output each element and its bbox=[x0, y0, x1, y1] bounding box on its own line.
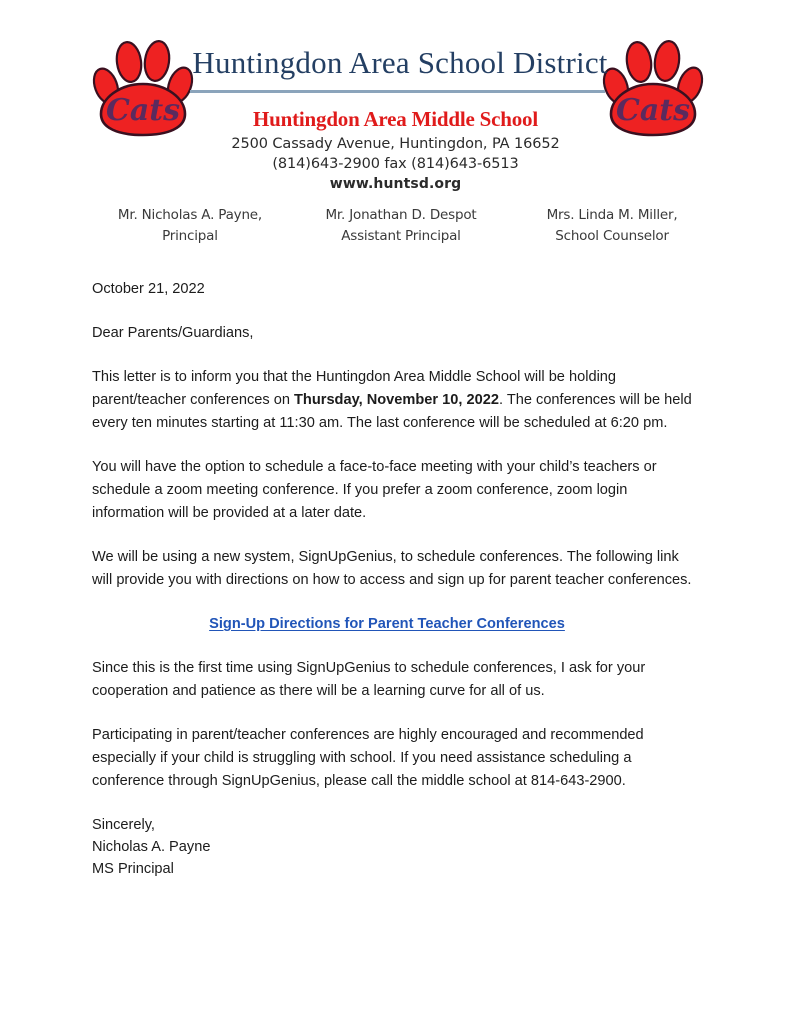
paragraph-signupgenius-intro: We will be using a new system, SignUpGenius, to schedule conferences. The following link will provide you with directions on how to access and sign up for parent teacher conferences. bbox=[92, 549, 692, 588]
administrator-title: School Counselor bbox=[555, 228, 669, 244]
letter-date: October 21, 2022 bbox=[92, 281, 205, 297]
paw-logo-script: Cats bbox=[105, 93, 181, 128]
letter-body bbox=[92, 278, 702, 901]
school-website[interactable]: www.huntsd.org bbox=[329, 176, 462, 192]
paragraph-conference-announcement bbox=[92, 366, 702, 435]
administrator-name: Mrs. Linda M. Miller, bbox=[546, 207, 678, 223]
paragraph-text-tail: . The conferences will be held every ten minutes starting at 11:30 am. The last conference will be scheduled at 6:20 pm. bbox=[92, 392, 692, 431]
letterhead bbox=[0, 0, 791, 195]
district-title: Huntingdon Area School District bbox=[192, 45, 608, 80]
paw-logo-script: Cats bbox=[615, 93, 691, 128]
school-phone-fax: (814)643-2900 fax (814)643-6513 bbox=[272, 156, 519, 172]
paragraph-learning-curve: Since this is the first time using SignUpGenius to schedule conferences, I ask for your cooperation and patience as there will be a learning curve for all of us. bbox=[92, 660, 646, 699]
signup-directions-link-row bbox=[92, 613, 702, 636]
header-divider-rule bbox=[190, 90, 605, 93]
signer-name: Nicholas A. Payne bbox=[92, 839, 211, 855]
administrator-school-counselor bbox=[508, 205, 716, 247]
school-address: 2500 Cassady Avenue, Huntingdon, PA 16652 bbox=[231, 136, 560, 152]
signature-block bbox=[92, 814, 702, 880]
administrator-assistant-principal bbox=[297, 205, 505, 247]
administrator-title: Assistant Principal bbox=[341, 228, 461, 244]
administrator-title: Principal bbox=[162, 228, 218, 244]
paragraph-text-lead: This letter is to inform you that the Huntingdon Area Middle School will be holding parent/teacher conferences on bbox=[92, 369, 617, 408]
signer-title: MS Principal bbox=[92, 861, 174, 877]
school-name: Huntingdon Area Middle School bbox=[253, 107, 538, 131]
letter-salutation: Dear Parents/Guardians, bbox=[92, 325, 254, 341]
administrator-principal bbox=[86, 205, 294, 247]
paragraph-meeting-options: You will have the option to schedule a face-to-face meeting with your child’s teachers or schedule a zoom meeting conference. If you prefer a zoom conference, zoom login information will be provided at a later date. bbox=[92, 459, 657, 521]
administrators-row bbox=[86, 205, 716, 247]
signup-directions-link[interactable]: Sign-Up Directions for Parent Teacher Conferences bbox=[209, 616, 565, 632]
closing-salutation: Sincerely, bbox=[92, 817, 155, 833]
administrator-name: Mr. Jonathan D. Despot bbox=[325, 207, 477, 223]
conference-date-bold: Thursday, November 10, 2022 bbox=[294, 392, 499, 408]
paragraph-participation-encouragement: Participating in parent/teacher conferences are highly encouraged and recommended especially if your child is struggling with school. If you need assistance scheduling a conference through SignUpGenius, please call the middle school at 814-643-2900. bbox=[92, 727, 644, 789]
contact-info bbox=[0, 134, 791, 194]
administrator-name: Mr. Nicholas A. Payne, bbox=[117, 207, 262, 223]
